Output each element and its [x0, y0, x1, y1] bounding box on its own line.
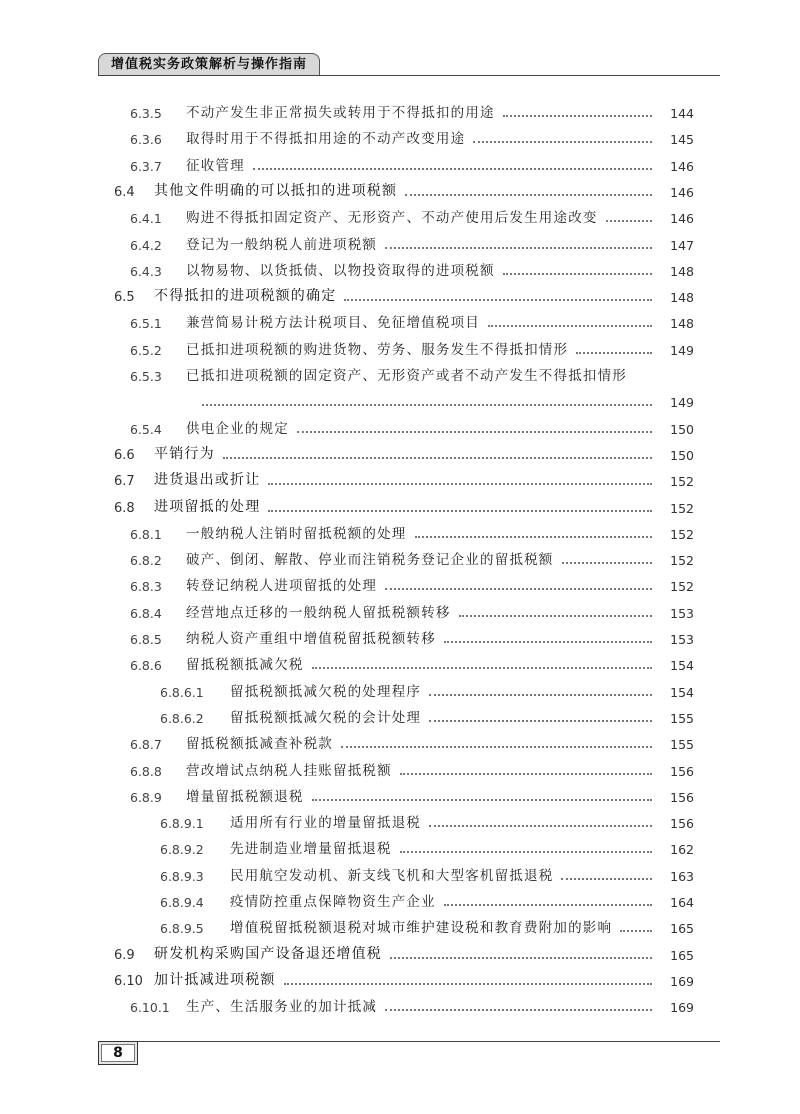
toc-entry	[114, 490, 694, 516]
toc-entry-title: 加计抵减进项税额	[154, 971, 276, 988]
toc-entry-title: 征收管理	[186, 157, 245, 174]
leader-dots	[385, 1009, 652, 1011]
toc-entry-number: 6.8.2	[130, 553, 162, 569]
toc-entry-number: 6.8.6.2	[160, 710, 204, 726]
toc-entry	[130, 121, 694, 147]
toc-entry-title: 兼营简易计税方法计税项目、免征增值税项目	[186, 315, 480, 332]
toc-entry	[130, 516, 694, 542]
toc-entry-number: 6.5.3	[130, 369, 162, 384]
footer-rule	[98, 1041, 720, 1042]
toc-entry-title: 研发机构采购国产设备退还增值税	[154, 945, 382, 962]
toc-entry-title: 适用所有行业的增量留抵退税	[230, 815, 422, 832]
toc-entry-title: 其他文件明确的可以抵扣的进项税额	[154, 182, 398, 199]
toc-entry-page: 156	[670, 789, 694, 805]
running-header	[98, 53, 320, 75]
toc-entry-number: 6.8.9.3	[160, 868, 204, 884]
toc-entry-number: 6.4.1	[130, 211, 162, 227]
leader-dots	[312, 667, 652, 669]
toc-entry-number: 6.8.8	[130, 763, 162, 779]
toc-entry-title: 进项留抵的处理	[154, 498, 261, 515]
toc-entry-title: 增值税留抵税额退税对城市维护建设税和教育费附加的影响	[230, 920, 613, 937]
leader-dots	[312, 799, 652, 801]
toc-entry	[160, 831, 694, 857]
leader-dots	[429, 694, 652, 696]
toc-entry-number: 6.10.1	[130, 1000, 170, 1016]
toc-entry-page: 156	[670, 763, 694, 779]
toc-entry	[160, 674, 694, 700]
leader-dots	[405, 194, 652, 196]
toc-entry-title: 不动产发生非正常损失或转用于不得抵扣的用途	[186, 105, 495, 121]
toc-entry-number: 6.8.3	[130, 579, 162, 595]
toc-entry	[160, 858, 694, 884]
toc-entry	[130, 148, 694, 174]
leader-dots	[429, 720, 652, 722]
toc-entry-title: 留抵税额抵减查补税款	[186, 736, 333, 753]
toc-entry-number: 6.6	[114, 447, 135, 463]
toc-entry-page: 152	[670, 526, 694, 542]
book-title: 增值税实务政策解析与操作指南	[110, 57, 307, 72]
leader-dots	[459, 615, 652, 617]
toc-entry-page: 154	[670, 658, 694, 674]
toc-entry	[114, 174, 694, 200]
toc-entry-page: 152	[670, 579, 694, 595]
leader-dots	[576, 352, 652, 354]
toc-entry	[160, 700, 694, 726]
leader-dots	[400, 851, 652, 853]
leader-dots	[488, 325, 652, 327]
toc-entry-title: 不得抵扣的进项税额的确定	[154, 288, 337, 305]
toc-entry-number: 6.5	[114, 290, 135, 306]
toc-entry-page: 149	[670, 342, 694, 358]
toc-entry-title: 留抵税额抵减欠税的会计处理	[230, 709, 422, 726]
toc-entry-number: 6.3.7	[130, 158, 162, 174]
toc-entry	[130, 568, 694, 594]
toc-entry-page: 162	[670, 842, 694, 858]
toc-entry-title: 转登记纳税人进项留抵的处理	[186, 578, 378, 595]
toc-entry-page: 155	[670, 737, 694, 753]
toc-entry-title: 登记为一般纳税人前进项税额	[186, 236, 378, 253]
toc-entry-title: 留抵税额抵减欠税的处理程序	[230, 683, 422, 700]
leader-dots	[284, 983, 652, 985]
toc-entry-number: 6.8.9.4	[160, 895, 204, 910]
toc-entry	[130, 95, 694, 121]
toc-entry-title: 纳税人资产重组中增值税留抵税额转移	[186, 631, 436, 647]
toc-entry	[114, 437, 694, 463]
toc-entry-number: 6.8.4	[130, 605, 162, 621]
toc-entry-page: 147	[670, 237, 694, 253]
toc-entry	[160, 884, 694, 910]
leader-dots	[253, 168, 652, 170]
toc-entry	[130, 595, 694, 621]
toc-entry-title: 疫情防控重点保障物资生产企业	[230, 894, 436, 910]
toc-entry-page: 148	[670, 290, 694, 306]
toc-entry	[130, 200, 694, 226]
leader-dots	[390, 957, 652, 959]
toc-entry	[130, 779, 694, 805]
leader-dots	[444, 641, 652, 643]
toc-entry-title: 生产、生活服务业的加计抵减	[186, 999, 378, 1016]
toc-entry	[114, 937, 694, 963]
leader-dots	[268, 483, 652, 485]
toc-entry-number: 6.7	[114, 474, 135, 490]
toc-entry-page: 163	[670, 868, 694, 884]
toc-entry	[130, 542, 694, 568]
leader-dots	[385, 247, 652, 249]
toc-entry	[130, 227, 694, 253]
toc-entry	[114, 279, 694, 305]
toc-entry-page: 153	[670, 632, 694, 647]
toc-entry	[130, 305, 694, 331]
toc-entry-number: 6.8	[114, 500, 135, 516]
toc-entry-page: 156	[670, 816, 694, 832]
toc-entry-number: 6.8.9.5	[160, 921, 204, 937]
toc-entry	[130, 332, 694, 358]
toc-entry-title: 进货退出或折让	[154, 472, 261, 489]
toc-entry-page: 149	[670, 395, 694, 411]
toc-entry-title: 增量留抵税额退税	[186, 788, 304, 805]
toc-entry-title: 经营地点迁移的一般纳税人留抵税额转移	[186, 604, 451, 621]
toc-entry-page: 150	[670, 421, 694, 437]
toc-entry-number: 6.4.3	[130, 263, 162, 279]
toc-entry-title: 已抵扣进项税额的固定资产、无形资产或者不动产发生不得抵扣情形	[186, 368, 627, 384]
leader-dots	[562, 562, 653, 564]
toc-entry	[130, 253, 694, 279]
toc-entry-title: 民用航空发动机、新支线飞机和大型客机留抵退税	[230, 867, 554, 884]
toc-entry	[130, 647, 694, 673]
toc-entry-title: 以物易物、以货抵债、以物投资取得的进项税额	[186, 262, 495, 279]
page-number: 8	[101, 1044, 135, 1062]
leader-dots	[473, 141, 652, 143]
toc-entry-page: 145	[670, 132, 694, 148]
toc-entry	[160, 805, 694, 831]
toc-entry-title: 破产、倒闭、解散、停业而注销税务登记企业的留抵税额	[186, 552, 554, 569]
toc-entry	[130, 621, 694, 647]
toc-entry-number: 6.8.7	[130, 737, 162, 753]
leader-dots	[223, 457, 652, 459]
toc-entry-number: 6.3.5	[130, 106, 162, 121]
toc-entry-page: 169	[670, 1000, 694, 1016]
toc-entry-page: 155	[670, 710, 694, 726]
toc-entry-number: 6.8.9.1	[160, 816, 204, 832]
leader-dots	[400, 773, 652, 775]
leader-dots	[385, 588, 652, 590]
leader-dots	[341, 746, 652, 748]
toc-entry-page: 165	[670, 947, 694, 963]
toc-entry-title: 购进不得抵扣固定资产、无形资产、不动产使用后发生用途改变	[186, 210, 598, 227]
toc-entry	[130, 753, 694, 779]
toc-entry-number: 6.3.6	[130, 132, 162, 148]
toc-entry-page: 146	[670, 184, 694, 200]
toc-entry-page: 153	[670, 605, 694, 621]
toc-entry-title: 取得时用于不得抵扣用途的不动产改变用途	[186, 131, 466, 148]
toc-entry-number: 6.8.9.2	[160, 842, 204, 858]
toc-entry-page: 146	[670, 158, 694, 174]
page-number-box	[98, 1041, 138, 1065]
toc-entry	[114, 963, 694, 989]
leader-dots	[444, 904, 652, 906]
toc-entry-number: 6.5.2	[130, 342, 162, 358]
leader-dots	[503, 115, 652, 117]
toc-entry	[130, 989, 694, 1015]
leader-dots	[606, 220, 652, 222]
toc-entry	[130, 726, 694, 752]
toc-entry-continuation	[202, 384, 694, 410]
toc-entry-page: 165	[670, 921, 694, 937]
leader-dots	[561, 878, 652, 880]
toc-entry-title: 已抵扣进项税额的购进货物、劳务、服务发生不得抵扣情形	[186, 341, 569, 358]
leader-dots	[503, 273, 652, 275]
header-rule	[98, 75, 720, 76]
toc-entry-title: 一般纳税人注销时留抵税额的处理	[186, 525, 407, 542]
toc-entry-number: 6.9	[114, 947, 135, 963]
toc-entry-number: 6.4.2	[130, 237, 162, 253]
toc-entry-page: 152	[670, 553, 694, 569]
toc-entry-number: 6.8.5	[130, 632, 162, 647]
toc-entry-number: 6.8.9	[130, 789, 162, 805]
leader-dots	[620, 930, 652, 932]
toc-entry-title: 营改增试点纳税人挂账留抵税额	[186, 762, 392, 779]
leader-dots	[415, 536, 653, 538]
toc-entry-title: 先进制造业增量留抵退税	[230, 841, 392, 858]
toc-entry-page: 146	[670, 211, 694, 227]
toc-entry	[114, 463, 694, 489]
leader-dots	[202, 404, 652, 406]
toc-entry-page: 152	[670, 474, 694, 490]
toc-entry-number: 6.8.6.1	[160, 684, 204, 700]
toc-entry-number: 6.10	[114, 973, 143, 989]
toc-entry-page: 150	[670, 447, 694, 463]
toc-entry	[160, 910, 694, 936]
toc-entry-page: 144	[670, 106, 694, 121]
toc-entry-number: 6.8.1	[130, 526, 162, 542]
toc-entry-page: 148	[670, 316, 694, 332]
toc-entry-page: 154	[670, 684, 694, 700]
toc-entry-number: 6.4	[114, 184, 135, 200]
toc-entry-page: 148	[670, 263, 694, 279]
toc-entry-page: 169	[670, 973, 694, 989]
toc-entry-page: 164	[670, 895, 694, 910]
leader-dots	[344, 299, 652, 301]
toc-entry-number: 6.5.1	[130, 316, 162, 332]
leader-dots	[268, 510, 652, 512]
toc-entry	[130, 411, 694, 437]
toc-entry-number: 6.8.6	[130, 658, 162, 674]
leader-dots	[297, 431, 652, 433]
toc-entry-title: 平销行为	[154, 445, 215, 462]
toc-entry-number: 6.5.4	[130, 421, 162, 437]
toc-entry-title: 留抵税额抵减欠税	[186, 657, 304, 674]
toc-entry	[130, 358, 694, 384]
toc-entry-page: 152	[670, 500, 694, 516]
toc-entry-title: 供电企业的规定	[186, 420, 289, 437]
leader-dots	[429, 825, 652, 827]
